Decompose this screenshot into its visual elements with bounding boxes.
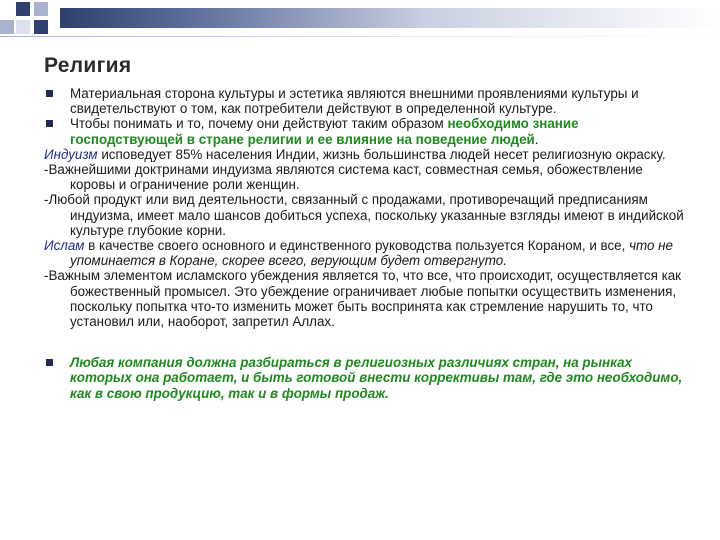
- square-bullet-icon: [46, 359, 53, 366]
- square-bullet-icon: [46, 120, 53, 127]
- hinduism-detail-2: [44, 192, 684, 238]
- bullet-paragraph-final: [44, 355, 684, 401]
- paragraph-text: Чтобы понимать и то, почему они действуют таким образом: [70, 116, 448, 132]
- bullet-paragraph: [44, 86, 684, 116]
- highlight-text: необходимо знание господствующей в стране религии и ее влияние на поведение людей: [70, 116, 579, 147]
- header-square: [16, 2, 30, 16]
- paragraph-text: Материальная сторона культуры и эстетика являются внешними проявлениями культуры и свидетельствуют о том, как потребители действуют в определенной культуре.: [70, 86, 639, 117]
- italic-text: что не упоминается в Коране, скорее всего, верующим будет отвергнуто.: [70, 238, 673, 269]
- keyword-islam: Ислам: [44, 238, 85, 254]
- header-square: [16, 20, 30, 34]
- paragraph-text: -Важнейшими доктринами индуизма являются система каст, совместная семья, обожествление коровы и ограничение роли женщин.: [44, 162, 643, 193]
- header-square: [34, 2, 48, 16]
- header-divider: [0, 36, 720, 37]
- hinduism-detail-1: [44, 162, 684, 192]
- keyword-hinduism: Индуизм: [44, 146, 98, 162]
- conclusion-text: Любая компания должна разбираться в религиозных различиях стран, на рынках которых она работает, и быть готовой внести коррективы там, где это необходимо, как в свою продукцию, так и в формы продаж.: [70, 355, 683, 401]
- islam-detail-1: [44, 268, 684, 329]
- header-square: [0, 20, 14, 34]
- header-square: [34, 20, 48, 34]
- header-gradient-bar: [60, 8, 720, 28]
- paragraph-text: исповедует 85% населения Индии, жизнь большинства людей несет религиозную окраску.: [97, 146, 666, 162]
- square-bullet-icon: [46, 90, 53, 97]
- paragraph-text: .: [534, 131, 539, 147]
- paragraph-text: -Важным элементом исламского убеждения является то, что все, что происходит, осуществляется как божественный промысел. Это убеждение ограничивает любые попытки осуществить изменения, поскольку попытка что-то изменить может быть воспринята как стремление нарушить то, что установил или, наоборот, запретил Аллах.: [44, 268, 682, 330]
- paragraph-text: -Любой продукт или вид деятельности, связанный с продажами, противоречащий предписаниям индуизма, имеет мало шансов добиться успеха, поскольку указанные взгляды имеют в индийской культуре глубокие корни.: [44, 192, 684, 238]
- hinduism-paragraph: [44, 147, 684, 162]
- slide-body: [44, 86, 684, 401]
- slide-title: Религия: [44, 54, 132, 77]
- bullet-paragraph: [44, 116, 684, 146]
- paragraph-text: в качестве своего основного и единственного руководства пользуется Кораном, и все,: [84, 238, 630, 254]
- spacer: [44, 329, 684, 355]
- islam-paragraph: [44, 238, 684, 268]
